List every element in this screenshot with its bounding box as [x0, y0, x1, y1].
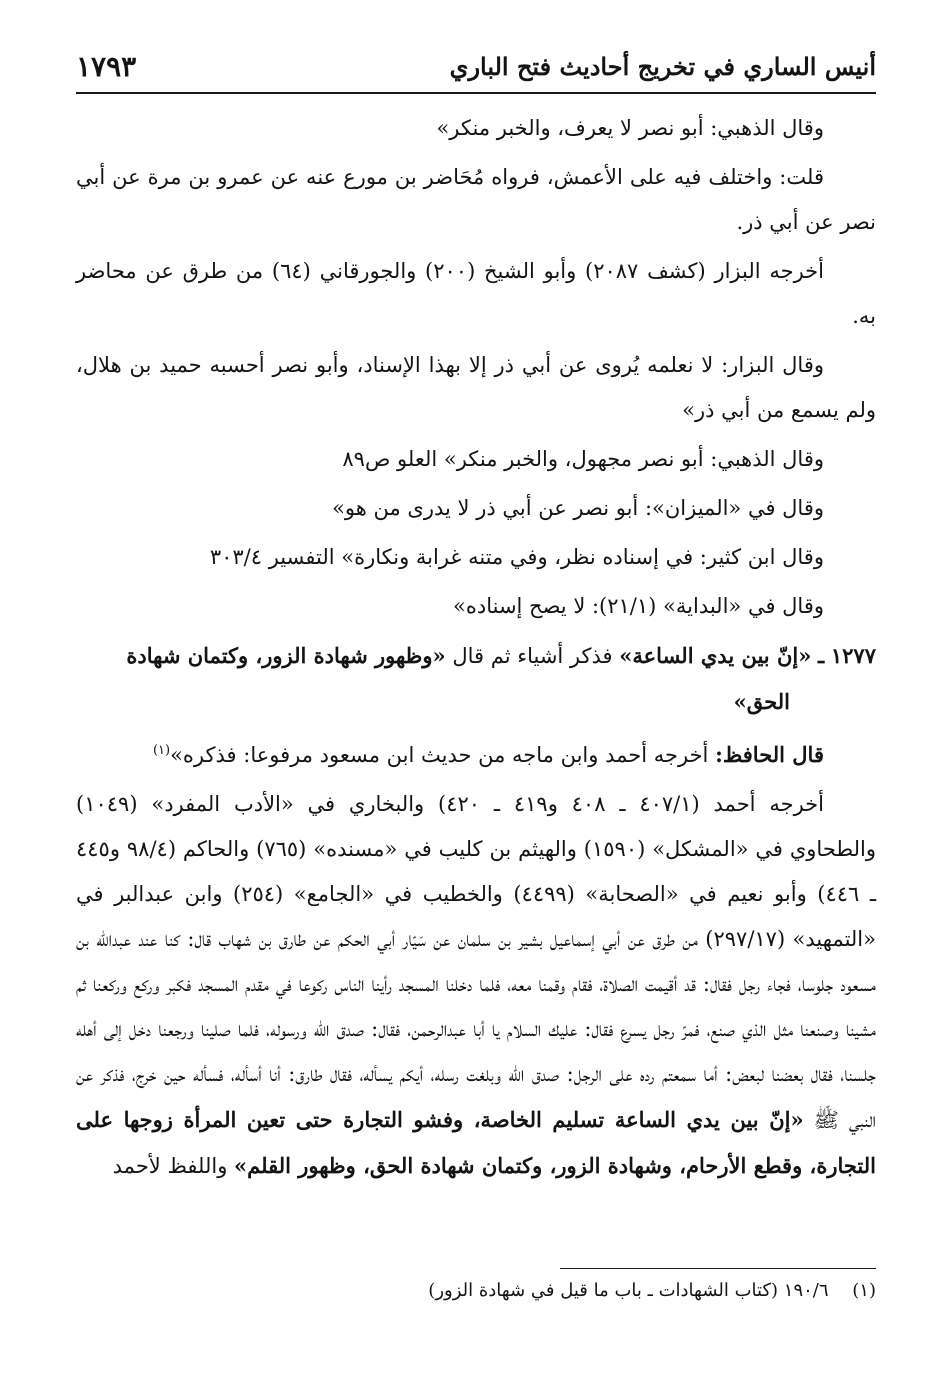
running-title: أنيس الساري في تخريج أحاديث فتح الباري — [449, 52, 876, 81]
paragraph-ibn-kathir: وقال ابن كثير: في إسناده نظر، وفي متنه غرابة ونكارة» التفسير ٣٠٣/٤ — [209, 545, 824, 569]
entry-quote-2: «وظهور شهادة الزور، وكتمان شهادة — [126, 643, 446, 668]
paragraph-mizan: وقال في «الميزان»: أبو نصر عن أبي ذر لا يدرى من هو» — [332, 496, 824, 520]
page-number: ١٧٩٣ — [76, 50, 137, 83]
footnote-divider — [560, 1268, 876, 1269]
footnote-reference: (١) — [152, 743, 171, 758]
main-text — [76, 106, 876, 1193]
hafiz-label: قال الحافظ: — [715, 742, 824, 767]
paragraph-takhrij — [76, 782, 876, 1189]
takhrij-text: أخرجه أحمد (٤٠٧/١ ـ ٤٠٨ و٤١٩ ـ ٤٢٠) والبخاري في «الأدب المفرد» (١٠٤٩) والطحاوي في «المشكل» (١٥٩٠) والهيثم بن كليب في «مسنده» (٧٦٥) والحاكم (٩٨/٤ و٤٤٥ ـ ٤٤٦) وأبو نعيم في «الصحابة» (٤٤٩٩) والخطيب في «الجامع» (٢٥٤) وابن عبدالبر في «التمهيد» (٢٩٧/١٧) من طرق عن أبي إسماعيل بشير بن سلمان عن سَيّار أبي الحكم عن طارق بن شهاب قال: كنا عند عبدالله بن مسعود جلوسا، فجاء رجل فقال: قد أقيمت الصلاة، فقام وقمنا معه، فلما دخلنا المسجد رأينا الناس ركوعا في مقدم المسجد فكبر وركع وركعنا ثم مشينا وصنعنا مثل الذي صنع، فمرّ رجل يسرع فقال: عليك السلام يا أبا عبدالرحمن، فقال: صدق الله ورسوله، فلما صلينا ورجعنا دخل إلى أهله جلسنا، فقال بعضنا لبعض: أما سمعتم رده على الرجل: صدق الله وبلغت رسله، أيكم يسأله، فقال طارق: أنا أسأله، فسأله حين خرج، فذكر عن النبي ﷺ — [76, 792, 876, 1132]
entry-connector: فذكر أشياء ثم قال — [452, 644, 613, 668]
paragraph-bazzar-qawl: وقال البزار: لا نعلمه يُروى عن أبي ذر إلا بهذا الإسناد، وأبو نصر أحسبه حميد بن هلال، ولم يسمع من أبي ذر» — [76, 353, 876, 422]
hadith-entry — [76, 633, 876, 724]
page-header — [76, 46, 876, 94]
entry-quote: «إنّ بين يدي الساعة» — [619, 643, 812, 668]
footnote-mark: (١) — [852, 1280, 876, 1301]
entry-quote-2-continuation: الحق» — [733, 689, 790, 714]
paragraph-bidaya: وقال في «البداية» (٢١/١): لا يصح إسناده» — [453, 594, 824, 618]
paragraph-dhahabi-1: وقال الذهبي: أبو نصر لا يعرف، والخبر منكر» — [436, 116, 824, 140]
footnote-text: ١٩٠/٦ (كتاب الشهادات ـ باب ما قيل في شهادة الزور) — [428, 1280, 829, 1301]
paragraph-hafiz — [76, 728, 876, 778]
takhrij-tail: واللفظ لأحمد — [112, 1154, 228, 1178]
hadith-matn: «إنّ بين يدي الساعة تسليم الخاصة، وفشو التجارة حتى تعين المرأة زوجها على التجارة، وقطع الأرحام، وشهادة الزور، وكتمان شهادة الحق، وظهور القلم» — [76, 1107, 876, 1178]
entry-dash: ـ — [818, 643, 825, 668]
paragraph-bazzar-takhrij: أخرجه البزار (كشف ٢٠٨٧) وأبو الشيخ (٢٠٠) والجورقاني (٦٤) من طرق عن محاضر به. — [76, 259, 876, 328]
entry-number: ١٢٧٧ — [830, 643, 876, 668]
hafiz-text: أخرجه أحمد وابن ماجه من حديث ابن مسعود مرفوعا: فذكره» — [170, 743, 709, 767]
paragraph-qultu: قلت: واختلف فيه على الأعمش، فرواه مُحَاضر بن مورع عنه عن عمرو بن مرة عن أبي نصر عن أبي ذر. — [76, 165, 876, 234]
paragraph-dhahabi-2: وقال الذهبي: أبو نصر مجهول، والخبر منكر» العلو ص٨٩ — [342, 447, 824, 471]
footnote — [76, 1276, 876, 1306]
